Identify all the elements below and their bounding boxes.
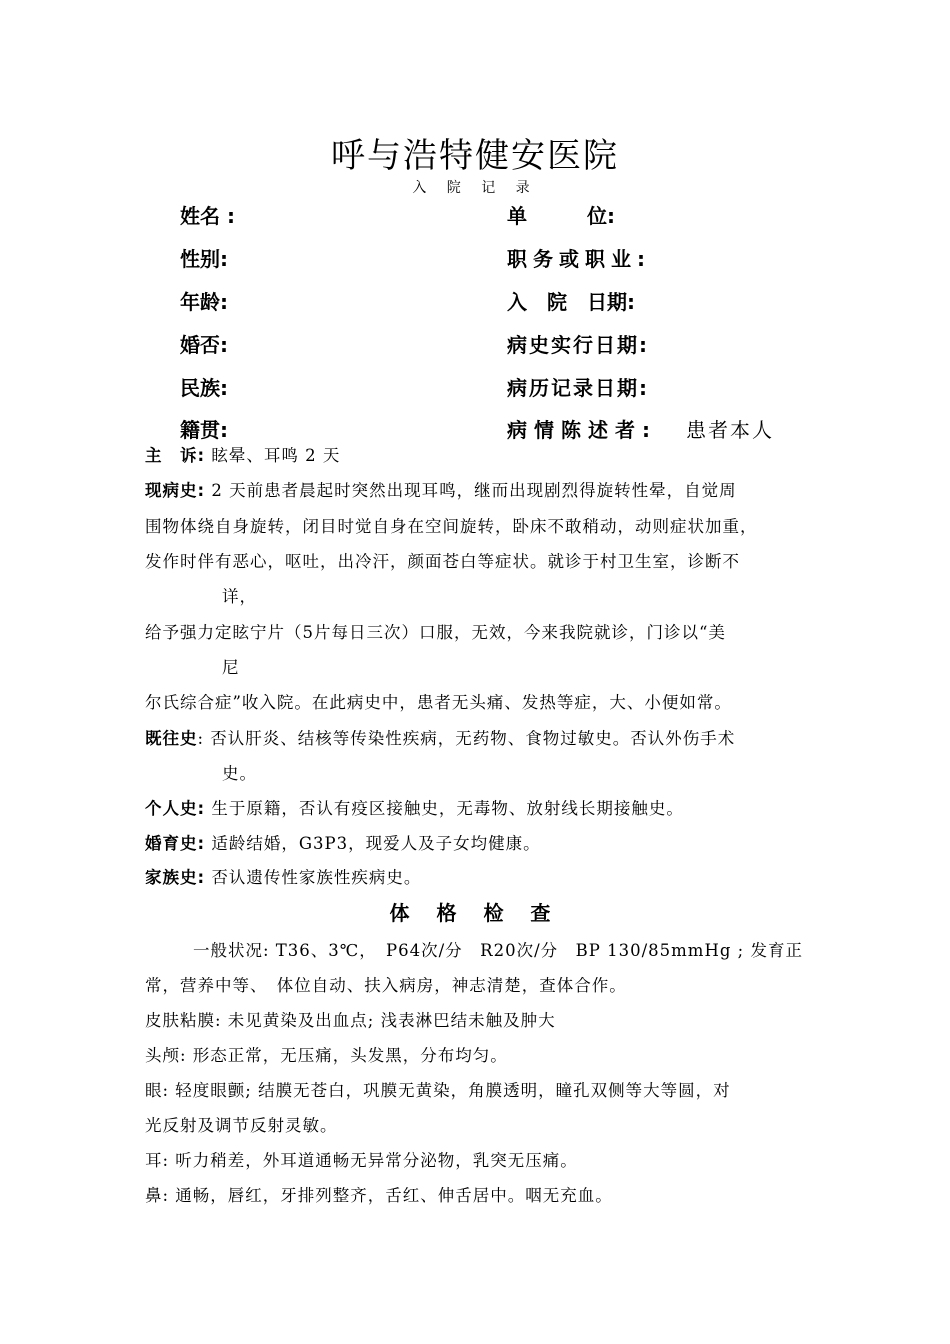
- present-illness-label: 现病史:: [145, 481, 206, 500]
- present-illness-line-1: 2 天前患者晨起时突然出现耳鸣，继而出现剧烈得旋转性晕，自觉周: [211, 481, 737, 500]
- sex-label: 性别:: [180, 247, 228, 271]
- past-history-row: [145, 725, 735, 749]
- marriage-history-row: [145, 830, 541, 854]
- occupation-label: 职务或职业:: [507, 247, 651, 271]
- narrator-label: 病情陈述者:: [507, 418, 657, 442]
- hospital-name: 呼与浩特健安医院: [331, 136, 619, 176]
- exam-section-title: 体 格 检 查: [389, 901, 561, 925]
- admit-date-label: 入 院 日期:: [507, 290, 635, 314]
- general-status-line-2: 常，营养中等、 体位自动、扶入病房，神志清楚，查体合作。: [145, 976, 627, 995]
- personal-history-row: [145, 795, 684, 819]
- marriage-history-label: 婚育史:: [145, 834, 206, 853]
- family-history-row: [145, 864, 421, 888]
- past-history-label: 既往史: [145, 729, 198, 748]
- history-date-label: 病史实行日期:: [507, 333, 649, 357]
- complaint-text: 眩晕、耳鸣 2 天: [211, 446, 341, 465]
- present-illness-line-6: 尼: [222, 658, 240, 677]
- head-line: 头颅: 形态正常，无压痛，头发黑，分布均匀。: [145, 1046, 508, 1065]
- marital-label: 婚否:: [180, 333, 228, 357]
- present-illness-line-4: 详，: [222, 587, 257, 606]
- narrator-value: 患者本人: [686, 418, 774, 442]
- past-history-line-2: 史。: [222, 764, 257, 783]
- nose-line: 鼻: 通畅，唇红，牙排列整齐，舌红、伸舌居中。咽无充血。: [145, 1186, 613, 1205]
- eye-line-2: 光反射及调节反射灵敏。: [145, 1116, 338, 1135]
- unit-label: 单 位:: [507, 204, 615, 228]
- record-type: 入 院 记 录: [412, 180, 538, 196]
- present-illness-line-7: 尔氏综合症”收入院。在此病史中，患者无头痛、发热等症，大、小便如常。: [145, 693, 732, 712]
- marriage-history-text: 适龄结婚，G3P3，现爱人及子女均健康。: [211, 834, 541, 853]
- family-history-text: 否认遗传性家族性疾病史。: [211, 868, 422, 887]
- complaint-label: 主 诉:: [145, 446, 206, 465]
- personal-history-label: 个人史:: [145, 799, 206, 818]
- eye-line-1: 眼: 轻度眼颤; 结膜无苍白，巩膜无黄染，角膜透明，瞳孔双侧等大等圆，对: [145, 1081, 731, 1100]
- family-history-label: 家族史:: [145, 868, 206, 887]
- ethnicity-label: 民族:: [180, 376, 228, 400]
- present-illness-line-5: 给予强力定眩宁片（5片每日三次）口服，无效，今来我院就诊，门诊以“美: [145, 623, 726, 642]
- chief-complaint-row: [145, 442, 340, 466]
- native-place-label: 籍贯:: [180, 418, 228, 442]
- name-label: 姓名 :: [180, 204, 235, 228]
- present-illness-row: [145, 477, 737, 501]
- skin-mucosa-line: 皮肤粘膜: 未见黄染及出血点; 浅表淋巴结未触及肿大: [145, 1011, 556, 1030]
- present-illness-line-3: 发作时伴有恶心，呕吐，出冷汗，颜面苍白等症状。就诊于村卫生室，诊断不: [145, 552, 740, 571]
- past-history-line-1: : 否认肝炎、结核等传染性疾病，无药物、食物过敏史。否认外伤手术: [197, 729, 736, 748]
- personal-history-text: 生于原籍，否认有疫区接触史，无毒物、放射线长期接触史。: [211, 799, 684, 818]
- general-status-line-1: 一般状况: T36、3℃， P64次/分 R20次/分 BP 130/85mmHg ; 发育正: [193, 941, 803, 960]
- present-illness-line-2: 围物体绕自身旋转，闭目时觉自身在空间旋转，卧床不敢稍动，动则症状加重，: [145, 517, 758, 536]
- age-label: 年龄:: [180, 290, 228, 314]
- ear-line: 耳: 听力稍差，外耳道通畅无异常分泌物，乳突无压痛。: [145, 1151, 578, 1170]
- record-date-label: 病历记录日期:: [507, 376, 649, 400]
